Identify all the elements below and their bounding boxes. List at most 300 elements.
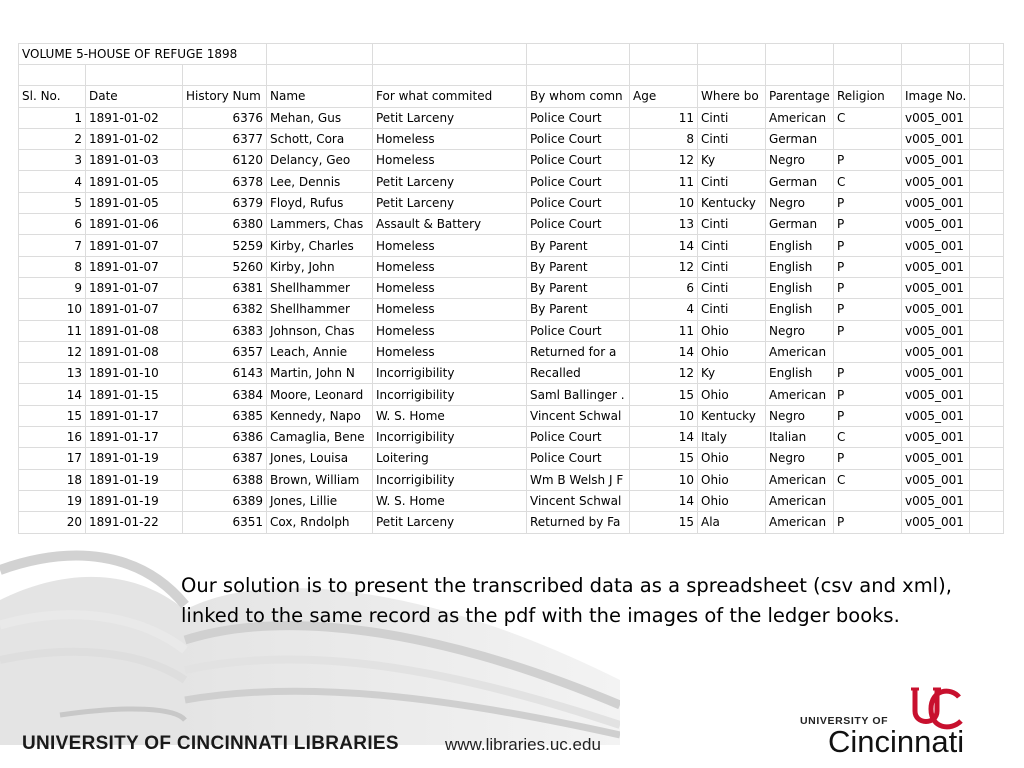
table-cell[interactable]: Johnson, Chas [267, 320, 373, 341]
column-header[interactable]: Religion [834, 86, 902, 107]
table-cell[interactable]: By Parent [527, 277, 630, 298]
table-cell[interactable]: P [834, 192, 902, 213]
table-cell[interactable]: v005_001 [902, 512, 970, 533]
table-cell[interactable]: 1891-01-08 [86, 320, 183, 341]
table-cell[interactable]: American [766, 384, 834, 405]
table-cell[interactable]: 4 [630, 299, 698, 320]
table-cell[interactable]: 9 [19, 277, 86, 298]
table-cell[interactable] [970, 107, 1004, 128]
table-cell[interactable]: v005_001 [902, 363, 970, 384]
table-cell[interactable]: Kentucky [698, 192, 766, 213]
table-cell[interactable]: Kentucky [698, 405, 766, 426]
table-cell[interactable]: Incorrigibility [373, 469, 527, 490]
table-cell[interactable]: 1891-01-02 [86, 107, 183, 128]
table-cell[interactable]: Negro [766, 150, 834, 171]
column-header[interactable]: By whom comn [527, 86, 630, 107]
table-cell[interactable]: 5260 [183, 256, 267, 277]
table-cell[interactable]: Ohio [698, 320, 766, 341]
table-cell[interactable]: 14 [630, 341, 698, 362]
table-cell[interactable]: 14 [19, 384, 86, 405]
table-cell[interactable]: Police Court [527, 107, 630, 128]
table-cell[interactable]: 14 [630, 235, 698, 256]
table-cell[interactable]: Petit Larceny [373, 512, 527, 533]
table-cell[interactable]: 1891-01-05 [86, 192, 183, 213]
table-cell[interactable] [970, 341, 1004, 362]
table-cell[interactable] [698, 65, 766, 86]
table-cell[interactable]: C [834, 469, 902, 490]
table-cell[interactable]: v005_001 [902, 128, 970, 149]
table-cell[interactable]: Cinti [698, 277, 766, 298]
table-cell[interactable]: Homeless [373, 320, 527, 341]
table-row [19, 512, 1004, 533]
table-cell[interactable] [698, 44, 766, 65]
column-header[interactable]: Date [86, 86, 183, 107]
table-cell[interactable]: v005_001 [902, 490, 970, 511]
table-cell[interactable]: American [766, 107, 834, 128]
table-cell[interactable]: 12 [630, 363, 698, 384]
table-cell[interactable]: 19 [19, 490, 86, 511]
table-cell[interactable] [970, 86, 1004, 107]
table-cell[interactable] [970, 469, 1004, 490]
table-row [19, 192, 1004, 213]
table-cell[interactable]: Cinti [698, 299, 766, 320]
table-cell[interactable]: 1891-01-15 [86, 384, 183, 405]
table-cell[interactable]: Homeless [373, 299, 527, 320]
logo-prefix: UNIVERSITY OF [800, 715, 889, 727]
table-cell[interactable] [630, 65, 698, 86]
table-cell[interactable]: Delancy, Geo [267, 150, 373, 171]
table-cell[interactable]: Floyd, Rufus [267, 192, 373, 213]
sheet-title-row [19, 44, 1004, 65]
table-cell[interactable]: 12 [19, 341, 86, 362]
table-row [19, 256, 1004, 277]
table-cell[interactable] [970, 490, 1004, 511]
table-cell[interactable] [834, 128, 902, 149]
table-cell[interactable]: Schott, Cora [267, 128, 373, 149]
table-cell[interactable] [183, 65, 267, 86]
table-cell[interactable]: Petit Larceny [373, 192, 527, 213]
table-cell[interactable]: 1891-01-17 [86, 405, 183, 426]
table-cell[interactable]: Lammers, Chas [267, 214, 373, 235]
table-cell[interactable]: 6382 [183, 299, 267, 320]
column-header[interactable]: Age [630, 86, 698, 107]
table-cell[interactable]: Homeless [373, 341, 527, 362]
table-cell[interactable]: 6386 [183, 427, 267, 448]
table-cell[interactable]: P [834, 299, 902, 320]
table-cell[interactable]: English [766, 235, 834, 256]
table-cell[interactable]: 15 [19, 405, 86, 426]
column-header[interactable]: History Num [183, 86, 267, 107]
table-cell[interactable]: Negro [766, 405, 834, 426]
table-cell[interactable]: Cinti [698, 171, 766, 192]
blank-row [19, 65, 1004, 86]
table-cell[interactable] [527, 65, 630, 86]
table-cell[interactable]: Ohio [698, 341, 766, 362]
table-cell[interactable]: 1891-01-02 [86, 128, 183, 149]
table-cell[interactable]: W. S. Home [373, 490, 527, 511]
table-cell[interactable]: Vincent Schwal [527, 405, 630, 426]
table-cell[interactable]: 6384 [183, 384, 267, 405]
table-cell[interactable] [86, 65, 183, 86]
table-cell[interactable]: v005_001 [902, 341, 970, 362]
table-cell[interactable] [970, 384, 1004, 405]
table-cell[interactable]: 6388 [183, 469, 267, 490]
table-cell[interactable] [970, 150, 1004, 171]
table-cell[interactable]: 5259 [183, 235, 267, 256]
table-cell[interactable] [766, 65, 834, 86]
table-cell[interactable]: 6120 [183, 150, 267, 171]
footer-organization: UNIVERSITY OF CINCINNATI LIBRARIES [22, 733, 399, 754]
table-cell[interactable]: v005_001 [902, 384, 970, 405]
table-cell[interactable] [527, 44, 630, 65]
spreadsheet [18, 43, 1004, 534]
table-cell[interactable] [630, 44, 698, 65]
footer-url-link[interactable]: www.libraries.uc.edu [445, 735, 601, 754]
table-cell[interactable]: 1891-01-07 [86, 299, 183, 320]
table-cell[interactable]: Kirby, Charles [267, 235, 373, 256]
table-cell[interactable]: 11 [630, 171, 698, 192]
table-cell[interactable]: 6377 [183, 128, 267, 149]
table-cell[interactable] [834, 490, 902, 511]
table-cell[interactable]: v005_001 [902, 405, 970, 426]
column-header-row [19, 86, 1004, 107]
table-cell[interactable]: Homeless [373, 277, 527, 298]
table-cell[interactable]: Shellhammer [267, 277, 373, 298]
table-cell[interactable]: American [766, 512, 834, 533]
table-cell[interactable]: Police Court [527, 192, 630, 213]
table-cell[interactable]: 1 [19, 107, 86, 128]
table-cell[interactable]: Vincent Schwal [527, 490, 630, 511]
table-cell[interactable]: Homeless [373, 256, 527, 277]
table-cell[interactable]: 6 [19, 214, 86, 235]
table-cell[interactable]: 10 [630, 192, 698, 213]
table-row [19, 363, 1004, 384]
table-cell[interactable]: 10 [19, 299, 86, 320]
table-cell[interactable]: Cinti [698, 128, 766, 149]
table-cell[interactable]: 4 [19, 171, 86, 192]
table-cell[interactable]: 10 [630, 405, 698, 426]
table-cell[interactable]: English [766, 277, 834, 298]
table-cell[interactable]: Camaglia, Bene [267, 427, 373, 448]
table-row [19, 150, 1004, 171]
table-cell[interactable]: 15 [630, 384, 698, 405]
table-cell[interactable]: v005_001 [902, 171, 970, 192]
table-cell[interactable]: 1891-01-03 [86, 150, 183, 171]
table-cell[interactable]: By Parent [527, 256, 630, 277]
table-row [19, 427, 1004, 448]
table-cell[interactable] [970, 448, 1004, 469]
column-header[interactable]: Parentage [766, 86, 834, 107]
table-cell[interactable]: Cinti [698, 214, 766, 235]
table-cell[interactable]: English [766, 299, 834, 320]
table-cell[interactable]: Lee, Dennis [267, 171, 373, 192]
table-cell[interactable]: Homeless [373, 235, 527, 256]
table-cell[interactable]: C [834, 171, 902, 192]
description-text: Our solution is to present the transcribed data as a spreadsheet (csv and xml), linked to the same record as the pdf with the images of the ledger books. [181, 574, 952, 627]
table-cell[interactable]: Shellhammer [267, 299, 373, 320]
table-cell[interactable]: Cox, Rndolph [267, 512, 373, 533]
table-cell[interactable]: Police Court [527, 128, 630, 149]
table-cell[interactable]: v005_001 [902, 277, 970, 298]
table-cell[interactable]: v005_001 [902, 299, 970, 320]
table-cell[interactable]: Incorrigibility [373, 427, 527, 448]
table-row [19, 490, 1004, 511]
table-cell[interactable]: Loitering [373, 448, 527, 469]
table-cell[interactable]: Incorrigibility [373, 384, 527, 405]
table-cell[interactable]: Italian [766, 427, 834, 448]
table-cell[interactable]: v005_001 [902, 320, 970, 341]
table-cell[interactable]: 8 [630, 128, 698, 149]
table-cell[interactable]: P [834, 363, 902, 384]
table-cell[interactable]: Saml Ballinger . [527, 384, 630, 405]
column-header[interactable]: Where bo [698, 86, 766, 107]
table-cell[interactable]: Homeless [373, 128, 527, 149]
table-cell[interactable]: P [834, 150, 902, 171]
table-cell[interactable]: 6357 [183, 341, 267, 362]
table-cell[interactable]: Negro [766, 448, 834, 469]
table-cell[interactable]: v005_001 [902, 192, 970, 213]
table-cell[interactable]: P [834, 384, 902, 405]
table-cell[interactable]: 11 [19, 320, 86, 341]
table-row [19, 235, 1004, 256]
table-cell[interactable]: 1891-01-05 [86, 171, 183, 192]
table-cell[interactable] [267, 44, 373, 65]
table-cell[interactable]: 1891-01-17 [86, 427, 183, 448]
table-cell[interactable]: Leach, Annie [267, 341, 373, 362]
table-row [19, 448, 1004, 469]
table-row [19, 277, 1004, 298]
table-cell[interactable]: Martin, John N [267, 363, 373, 384]
table-cell[interactable]: P [834, 277, 902, 298]
table-cell[interactable]: German [766, 128, 834, 149]
table-cell[interactable]: v005_001 [902, 235, 970, 256]
table-cell[interactable] [970, 171, 1004, 192]
table-cell[interactable]: 1891-01-19 [86, 469, 183, 490]
table-cell[interactable]: 10 [630, 469, 698, 490]
table-cell[interactable]: Ohio [698, 490, 766, 511]
table-cell[interactable]: 6381 [183, 277, 267, 298]
table-cell[interactable]: English [766, 363, 834, 384]
table-cell[interactable] [834, 44, 902, 65]
table-cell[interactable]: v005_001 [902, 469, 970, 490]
table-cell[interactable]: Cinti [698, 235, 766, 256]
table-cell[interactable]: 6143 [183, 363, 267, 384]
table-cell[interactable]: Ohio [698, 448, 766, 469]
table-cell[interactable]: P [834, 448, 902, 469]
table-cell[interactable]: Police Court [527, 448, 630, 469]
table-cell[interactable] [834, 65, 902, 86]
table-cell[interactable]: American [766, 490, 834, 511]
table-cell[interactable]: P [834, 256, 902, 277]
table-cell[interactable]: Negro [766, 320, 834, 341]
table-cell[interactable]: v005_001 [902, 256, 970, 277]
table-cell[interactable]: 18 [19, 469, 86, 490]
table-cell[interactable] [970, 277, 1004, 298]
table-cell[interactable]: 16 [19, 427, 86, 448]
table-cell[interactable] [970, 256, 1004, 277]
open-book-illustration [0, 530, 620, 745]
table-cell[interactable]: 17 [19, 448, 86, 469]
table-cell[interactable]: P [834, 512, 902, 533]
university-logo [800, 685, 975, 765]
table-cell[interactable]: 6389 [183, 490, 267, 511]
table-cell[interactable]: Recalled [527, 363, 630, 384]
table-cell[interactable]: Ky [698, 150, 766, 171]
table-cell[interactable] [373, 65, 527, 86]
table-cell[interactable]: Jones, Louisa [267, 448, 373, 469]
table-cell[interactable] [834, 341, 902, 362]
table-cell[interactable]: Cinti [698, 256, 766, 277]
table-row [19, 299, 1004, 320]
table-cell[interactable]: C [834, 427, 902, 448]
table-cell[interactable] [267, 65, 373, 86]
table-cell[interactable]: 11 [630, 320, 698, 341]
table-cell[interactable]: v005_001 [902, 448, 970, 469]
table-cell[interactable]: Returned for a [527, 341, 630, 362]
table-cell[interactable] [970, 299, 1004, 320]
table-cell[interactable]: Petit Larceny [373, 107, 527, 128]
table-row [19, 384, 1004, 405]
table-cell[interactable]: Ohio [698, 469, 766, 490]
table-cell[interactable]: German [766, 214, 834, 235]
table-cell[interactable]: P [834, 320, 902, 341]
table-cell[interactable]: Cinti [698, 107, 766, 128]
table-cell[interactable] [970, 192, 1004, 213]
table-cell[interactable]: 13 [19, 363, 86, 384]
table-cell[interactable]: 1891-01-07 [86, 277, 183, 298]
table-cell[interactable]: 3 [19, 150, 86, 171]
table-cell[interactable]: v005_001 [902, 427, 970, 448]
column-header[interactable]: Image No. [902, 86, 970, 107]
column-header[interactable]: For what commited [373, 86, 527, 107]
table-cell[interactable]: By Parent [527, 299, 630, 320]
table-cell[interactable]: 1891-01-19 [86, 490, 183, 511]
table-cell[interactable]: Incorrigibility [373, 363, 527, 384]
table-cell[interactable]: 1891-01-08 [86, 341, 183, 362]
table-cell[interactable]: 14 [630, 490, 698, 511]
table-cell[interactable]: Moore, Leonard [267, 384, 373, 405]
table-cell[interactable]: 7 [19, 235, 86, 256]
table-cell[interactable]: 5 [19, 192, 86, 213]
table-cell[interactable]: Ala [698, 512, 766, 533]
table-cell[interactable]: 6383 [183, 320, 267, 341]
table-cell[interactable]: By Parent [527, 235, 630, 256]
table-cell[interactable]: Italy [698, 427, 766, 448]
table-cell[interactable]: English [766, 256, 834, 277]
table-cell[interactable]: v005_001 [902, 107, 970, 128]
table-cell[interactable]: Returned by Fa [527, 512, 630, 533]
table-cell[interactable]: 1891-01-07 [86, 256, 183, 277]
table-cell[interactable]: 12 [630, 256, 698, 277]
table-cell[interactable]: C [834, 107, 902, 128]
table-cell[interactable]: Mehan, Gus [267, 107, 373, 128]
table-cell[interactable] [970, 512, 1004, 533]
table-cell[interactable]: 2 [19, 128, 86, 149]
table-cell[interactable]: Jones, Lillie [267, 490, 373, 511]
table-cell[interactable]: 6385 [183, 405, 267, 426]
table-cell[interactable]: Police Court [527, 320, 630, 341]
table-cell[interactable]: 1891-01-06 [86, 214, 183, 235]
table-cell[interactable]: Ohio [698, 384, 766, 405]
table-cell[interactable]: 6351 [183, 512, 267, 533]
table-cell[interactable]: Police Court [527, 214, 630, 235]
table-cell[interactable]: P [834, 405, 902, 426]
table-cell[interactable]: 14 [630, 427, 698, 448]
table-cell[interactable]: 6376 [183, 107, 267, 128]
table-cell[interactable]: Homeless [373, 150, 527, 171]
table-cell[interactable]: 13 [630, 214, 698, 235]
column-header[interactable]: Sl. No. [19, 86, 86, 107]
table-cell[interactable]: 15 [630, 448, 698, 469]
table-row [19, 341, 1004, 362]
table-cell[interactable]: v005_001 [902, 150, 970, 171]
table-cell[interactable] [902, 44, 970, 65]
table-cell[interactable]: 1891-01-07 [86, 235, 183, 256]
table-cell[interactable]: Wm B Welsh J F [527, 469, 630, 490]
table-cell[interactable] [766, 44, 834, 65]
table-cell[interactable]: Kennedy, Napo [267, 405, 373, 426]
table-cell[interactable] [970, 128, 1004, 149]
sheet-title[interactable]: VOLUME 5-HOUSE OF REFUGE 1898 [19, 44, 267, 65]
table-cell[interactable] [902, 65, 970, 86]
logo-name: Cincinnati [828, 724, 965, 759]
table-cell[interactable]: Police Court [527, 171, 630, 192]
table-cell[interactable] [970, 427, 1004, 448]
table-cell[interactable]: Ky [698, 363, 766, 384]
table-cell[interactable]: P [834, 235, 902, 256]
table-cell[interactable]: 6 [630, 277, 698, 298]
table-cell[interactable]: 1891-01-19 [86, 448, 183, 469]
table-cell[interactable]: Negro [766, 192, 834, 213]
table-cell[interactable]: W. S. Home [373, 405, 527, 426]
table-cell[interactable]: German [766, 171, 834, 192]
table-cell[interactable]: Brown, William [267, 469, 373, 490]
table-cell[interactable] [970, 235, 1004, 256]
table-cell[interactable]: Police Court [527, 150, 630, 171]
table-cell[interactable]: 1891-01-22 [86, 512, 183, 533]
table-cell[interactable]: Assault & Battery [373, 214, 527, 235]
table-cell[interactable]: American [766, 469, 834, 490]
table-cell[interactable]: American [766, 341, 834, 362]
table-cell[interactable]: Police Court [527, 427, 630, 448]
table-cell[interactable]: 1891-01-10 [86, 363, 183, 384]
table-cell[interactable]: 12 [630, 150, 698, 171]
table-cell[interactable]: 6387 [183, 448, 267, 469]
table-cell[interactable]: 6378 [183, 171, 267, 192]
column-header[interactable]: Name [267, 86, 373, 107]
table-cell[interactable] [970, 363, 1004, 384]
table-cell[interactable] [970, 65, 1004, 86]
table-cell[interactable] [970, 405, 1004, 426]
table-cell[interactable] [970, 44, 1004, 65]
table-cell[interactable] [373, 44, 527, 65]
table-cell[interactable]: v005_001 [902, 214, 970, 235]
table-cell[interactable]: Petit Larceny [373, 171, 527, 192]
table-cell[interactable] [19, 65, 86, 86]
table-cell[interactable] [970, 214, 1004, 235]
table-cell[interactable]: 15 [630, 512, 698, 533]
table-cell[interactable]: P [834, 214, 902, 235]
table-row [19, 107, 1004, 128]
table-cell[interactable] [970, 320, 1004, 341]
table-cell[interactable]: 6380 [183, 214, 267, 235]
table-cell[interactable]: 8 [19, 256, 86, 277]
table-row [19, 320, 1004, 341]
table-cell[interactable]: 20 [19, 512, 86, 533]
table-cell[interactable]: 11 [630, 107, 698, 128]
table-cell[interactable]: Kirby, John [267, 256, 373, 277]
table-cell[interactable]: 6379 [183, 192, 267, 213]
